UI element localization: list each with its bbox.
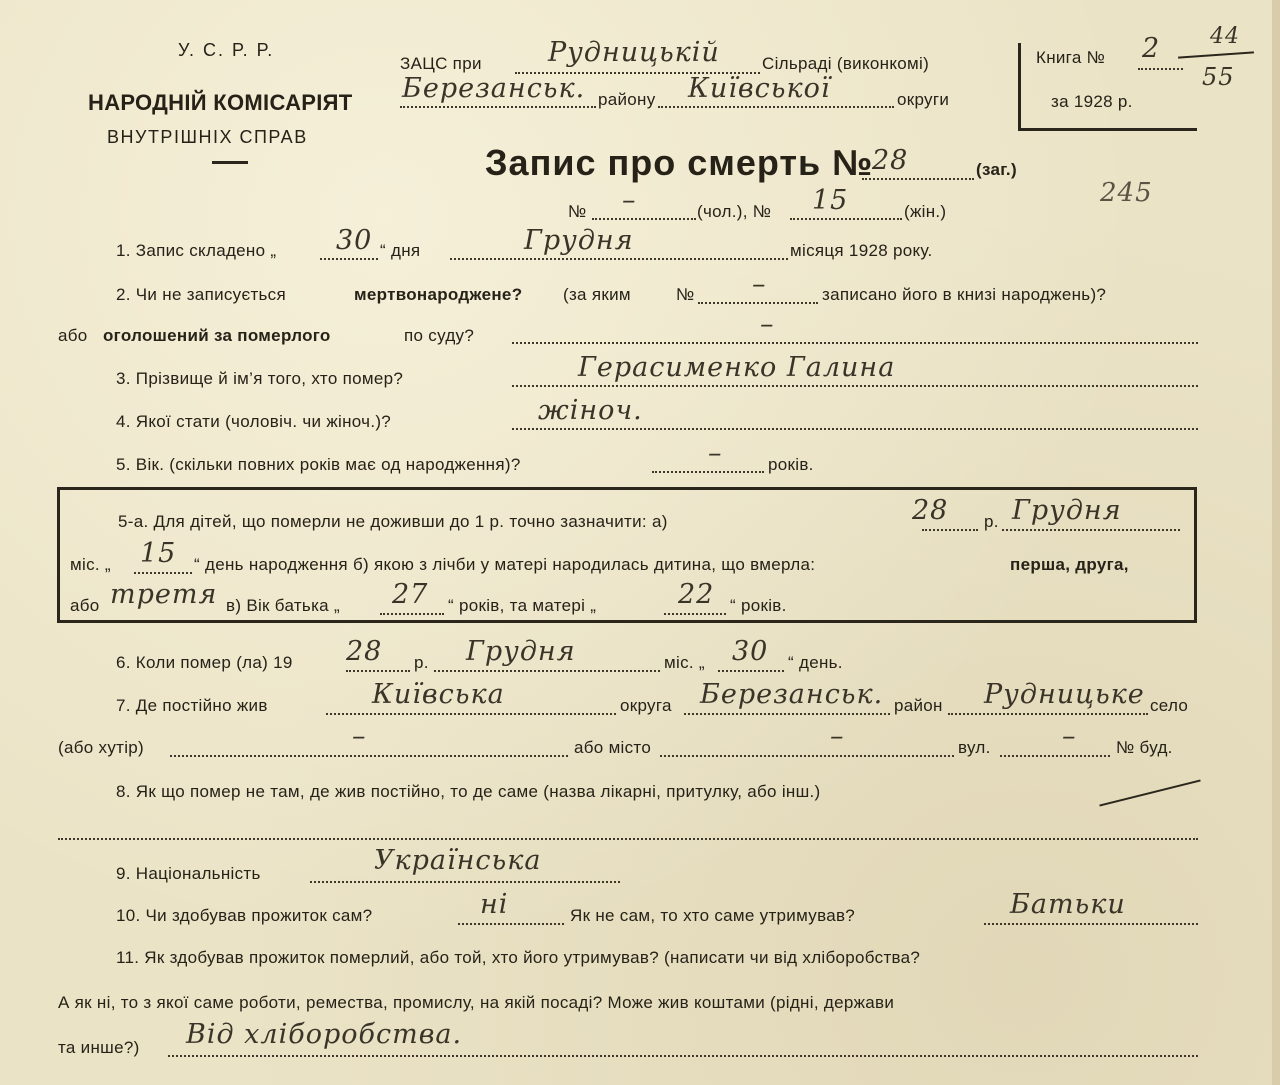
- item-2-which: (за яким: [563, 285, 631, 304]
- hw-father-age: 27: [392, 579, 429, 610]
- death-year-line: [346, 670, 410, 672]
- item-6-day-label: “ день.: [788, 653, 843, 672]
- hw-book-fraction-top: 44: [1210, 24, 1240, 49]
- item-5-years: років.: [768, 455, 814, 474]
- birth-month-line: [1002, 529, 1180, 531]
- item-6-label: 6. Коли помер (ла) 19: [116, 653, 293, 672]
- okrugy-label: округи: [897, 90, 950, 109]
- hw-livelihood: Від хліборобства.: [186, 1019, 463, 1050]
- item-5a-years: “ років.: [730, 596, 787, 615]
- item-1-day-label: “ дня: [380, 241, 421, 260]
- hw-record-number: 28: [872, 145, 909, 176]
- item-8-strike: [1099, 779, 1200, 806]
- hw-residence-raion: Березанськ.: [700, 679, 884, 710]
- item-5a-r: р.: [984, 512, 999, 531]
- death-day-line: [718, 670, 784, 672]
- item-2-no: №: [676, 285, 695, 304]
- mother-age-line: [664, 613, 726, 615]
- item-7-okruga: округа: [620, 696, 672, 715]
- day-line: [320, 258, 378, 260]
- month-line: [450, 258, 788, 260]
- item-1-label: 1. Запис складено „: [116, 241, 277, 260]
- hw-vul: –: [1062, 721, 1077, 752]
- book-label: Книга №: [1036, 48, 1106, 67]
- hw-zhin-number: 15: [812, 185, 849, 216]
- name-line: [512, 385, 1198, 387]
- record-number-line: [862, 178, 974, 180]
- district-line: [400, 106, 596, 108]
- item-5a-order-options: перша, друга,: [1010, 555, 1129, 574]
- item-5a-or: або: [70, 596, 100, 615]
- item-3-label: 3. Прізвище й ім’я того, хто помер?: [116, 369, 404, 388]
- hw-birth-year: 28: [912, 495, 949, 526]
- hw-birth-order: третя: [110, 579, 218, 610]
- item-5a-birth-label: “ день народження б) якою з лічби у матері народилась дитина, що вмерла:: [194, 555, 816, 574]
- supporter-line: [984, 923, 1198, 925]
- hw-supporter: Батьки: [1010, 889, 1126, 920]
- hw-village-council: Рудницькій: [548, 37, 720, 68]
- residence-raion-line: [684, 713, 890, 715]
- item-2-or: або: [58, 326, 88, 345]
- item-5a-father-label: в) Вік батька „: [226, 596, 340, 615]
- item-10-who-label: Як не сам, то хто саме утримував?: [570, 906, 856, 925]
- item-11-line3: та инше?): [58, 1038, 140, 1057]
- hw-age: –: [708, 438, 723, 469]
- silradi-label: Сільраді (виконкомі): [762, 54, 930, 73]
- hw-misto: –: [830, 721, 845, 752]
- book-number-line: [1138, 68, 1183, 70]
- self-support-line: [458, 923, 564, 925]
- internal-affairs-label: ВНУТРІШНІХ СПРАВ: [107, 127, 308, 147]
- sex-line: [512, 428, 1198, 430]
- item-7-selo: село: [1150, 696, 1189, 715]
- vul-line: [1000, 755, 1110, 757]
- birth-day-line: [134, 572, 192, 574]
- hw-book-number: 2: [1142, 33, 1161, 64]
- residence-okruga-line: [326, 713, 616, 715]
- item-7-label: 7. Де постійно жив: [116, 696, 268, 715]
- hw-record-month: Грудня: [524, 225, 634, 256]
- page-edge: [1272, 0, 1280, 1085]
- hw-self-support: ні: [480, 889, 509, 920]
- chol-label: (чол.), №: [697, 202, 772, 221]
- hw-stillborn-no: –: [752, 269, 767, 300]
- hw-record-day: 30: [336, 225, 373, 256]
- zhin-label: (жін.): [904, 202, 947, 221]
- hw-court: –: [760, 309, 775, 340]
- item-6-r: р.: [414, 653, 429, 672]
- item-2-stillborn: мертвонароджене?: [354, 285, 523, 304]
- item-7-vul: вул.: [958, 738, 991, 757]
- item-7-raion: район: [894, 696, 943, 715]
- hw-book-fraction-bottom: 55: [1202, 63, 1235, 91]
- hw-death-month: Грудня: [466, 636, 576, 667]
- residence-selo-line: [948, 713, 1148, 715]
- record-title: Запис про смерть №: [485, 142, 874, 183]
- ussr-label: У. С. Р. Р.: [178, 40, 275, 60]
- item-4-label: 4. Якої стати (чоловіч. чи жіноч.)?: [116, 412, 392, 431]
- zats-label: ЗАЦС при: [400, 54, 482, 73]
- item-5-label: 5. Вік. (скільки повних років має од народження)?: [116, 455, 521, 474]
- item-1-month-label: місяця 1928 року.: [790, 241, 933, 260]
- hw-birth-month: Грудня: [1012, 495, 1122, 526]
- book-year-label: за 1928 р.: [1051, 92, 1133, 111]
- item-8-label: 8. Як що помер не там, де жив постійно, то де саме (назва лікарні, притулку, або інш.): [116, 782, 821, 801]
- hw-death-day: 30: [732, 636, 769, 667]
- item-2-declared: оголошений за померлого: [103, 326, 331, 345]
- hw-mother-age: 22: [678, 579, 715, 610]
- age-line: [652, 471, 764, 473]
- item-5a-mother-label: “ років, та матері „: [448, 596, 597, 615]
- birth-year-line: [922, 529, 978, 531]
- stillborn-no-line: [698, 302, 818, 304]
- raionu-label: району: [598, 90, 656, 109]
- no-label: №: [568, 202, 587, 221]
- item-7-misto: або місто: [574, 738, 652, 757]
- item-6-month-label: міс. „: [664, 653, 705, 672]
- livelihood-line: [168, 1055, 1198, 1057]
- item-9-label: 9. Національність: [116, 864, 261, 883]
- hw-chol-number: –: [622, 185, 637, 216]
- item-5a-label: 5-а. Для дітей, що померли не доживши до 1 р. точно зазначити: а): [118, 512, 668, 531]
- hw-okruga: Київської: [688, 73, 831, 104]
- hw-district: Березанськ.: [402, 73, 586, 104]
- hw-margin-number: 245: [1100, 178, 1153, 208]
- commissariat-heading: НАРОДНІЙ КОМІСАРІЯТ: [88, 90, 353, 115]
- hw-residence-selo: Рудницьке: [984, 679, 1145, 710]
- item-2-recorded: записано його в книзі народжень)?: [822, 285, 1107, 304]
- hw-nationality: Українська: [374, 845, 542, 876]
- item-10-label: 10. Чи здобував прожиток сам?: [116, 906, 373, 925]
- okruga-line: [658, 106, 894, 108]
- hw-birth-day: 15: [140, 538, 177, 569]
- item-11-label: 11. Як здобував прожиток померлий, або той, хто його утримував? (написати чи від хліборобства?: [116, 948, 921, 967]
- item-8-line: [58, 838, 1198, 840]
- nationality-line: [310, 881, 620, 883]
- item-5a-month-label: міс. „: [70, 555, 111, 574]
- item-7-bud: № буд.: [1116, 738, 1173, 757]
- zag-label: (заг.): [976, 160, 1017, 179]
- hw-residence-okruga: Київська: [372, 679, 505, 710]
- hw-death-year: 28: [346, 636, 383, 667]
- item-11-line2: А як ні, то з якої саме роботи, ремества, промислу, на якій посаді? Може жив коштами (рідні, держави: [58, 993, 895, 1012]
- hw-khutir: –: [352, 721, 367, 752]
- item-2-label: 2. Чи не записується: [116, 285, 286, 304]
- misto-line: [660, 755, 954, 757]
- hw-sex: жіноч.: [538, 395, 643, 426]
- item-2-court: по суду?: [404, 326, 475, 345]
- header-dash: [212, 161, 248, 164]
- chol-number-line: [592, 218, 696, 220]
- zhin-number-line: [790, 218, 902, 220]
- hw-deceased-name: Герасименко Галина: [578, 352, 896, 383]
- father-age-line: [380, 613, 444, 615]
- khutir-line: [170, 755, 568, 757]
- court-line: [512, 342, 1198, 344]
- death-month-line: [434, 670, 660, 672]
- item-7-khutir: (або хутір): [58, 738, 145, 757]
